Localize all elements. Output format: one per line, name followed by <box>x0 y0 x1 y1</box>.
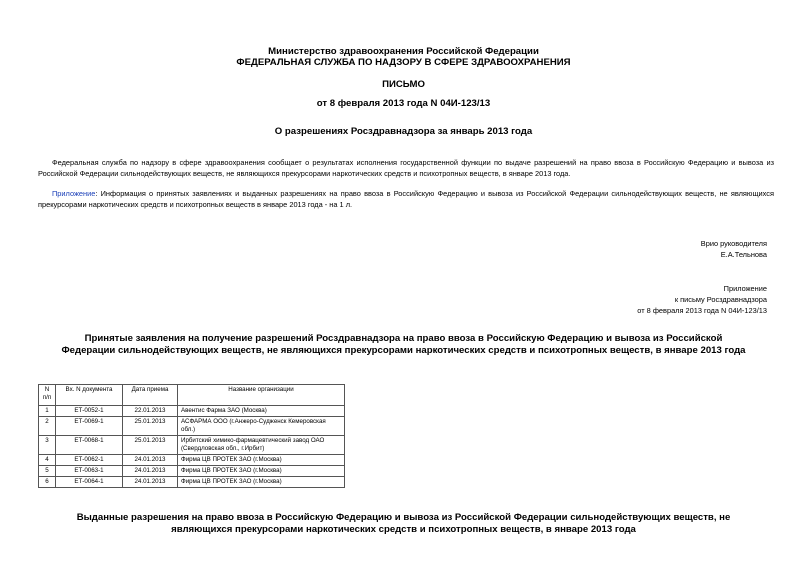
cell-doc-number: ЕТ-0069-1 <box>56 417 123 436</box>
table-row <box>39 477 345 488</box>
second-table-title: Выданные разрешения на право ввоза в Российскую Федерацию и вывоза из Российской Федерации сильнодействующих веществ, не являющихся прекурсорами наркотических средств и психотропных веществ, в январе 2013 года <box>76 512 731 535</box>
table-row <box>39 455 345 466</box>
subject-heading: О разрешениях Росздравнадзора за январь 2013 года <box>274 126 533 137</box>
table-row <box>39 466 345 477</box>
cell-number: 4 <box>39 455 56 466</box>
table-row <box>39 417 345 436</box>
signature-name: Е.А.Тельнова <box>720 250 767 259</box>
appendix-block <box>637 283 767 316</box>
table-header-row <box>39 385 345 406</box>
cell-number: 2 <box>39 417 56 436</box>
attachment-description: : Информация о принятых заявлениях и выданных разрешениях на право ввоза в Российскую Федерацию и вывоза из Российской Федерации сильнодействующих веществ, не являющихся прекурсорами наркотических средств и психотропных веществ в январе 2013 года - на 1 л. <box>38 189 774 209</box>
table-row <box>39 406 345 417</box>
cell-date: 25.01.2013 <box>123 436 178 455</box>
service-heading: ФЕДЕРАЛЬНАЯ СЛУЖБА ПО НАДЗОРУ В СФЕРЕ ЗДРАВООХРАНЕНИЯ <box>236 57 571 68</box>
cell-date: 22.01.2013 <box>123 406 178 417</box>
cell-doc-number: ЕТ-0052-1 <box>56 406 123 417</box>
cell-number: 6 <box>39 477 56 488</box>
table-row <box>39 436 345 455</box>
header-date: Дата приема <box>123 385 178 406</box>
appendix-line-2: к письму Росздравнадзора <box>674 295 767 304</box>
cell-organization: АСФАРМА ООО (г.Анжеро-Судженск Кемеровская обл.) <box>178 417 345 436</box>
cell-doc-number: ЕТ-0062-1 <box>56 455 123 466</box>
body-paragraph-2 <box>38 188 774 210</box>
attachment-link[interactable]: Приложение <box>52 189 96 198</box>
applications-table <box>38 384 345 488</box>
header-doc-number: Вх. N документа <box>56 385 123 406</box>
signature-position: Врио руководителя <box>700 239 767 248</box>
ministry-heading: Министерство здравоохранения Российской Федерации <box>268 46 539 57</box>
cell-organization: Фирма ЦВ ПРОТЕК ЗАО (г.Москва) <box>178 477 345 488</box>
header-number: N п/п <box>39 385 56 406</box>
cell-doc-number: ЕТ-0064-1 <box>56 477 123 488</box>
cell-organization: Фирма ЦВ ПРОТЕК ЗАО (г.Москва) <box>178 455 345 466</box>
cell-number: 3 <box>39 436 56 455</box>
table-title: Принятые заявления на получение разрешений Росздравнадзора на право ввоза в Российскую Федерацию и вывоза из Российской Федерации сильнодействующих веществ, не являющихся прекурсорами наркотических средств и психотропных веществ, в январе 2013 года <box>61 333 746 356</box>
cell-number: 1 <box>39 406 56 417</box>
cell-organization: Фирма ЦВ ПРОТЕК ЗАО (г.Москва) <box>178 466 345 477</box>
header-organization: Название организации <box>178 385 345 406</box>
appendix-line-1: Приложение <box>723 284 767 293</box>
doc-date-heading: от 8 февраля 2013 года N 04И-123/13 <box>316 98 491 109</box>
cell-organization: Ирбитский химико-фармацевтический завод ОАО (Свердловская обл., г.Ирбит) <box>178 436 345 455</box>
cell-date: 24.01.2013 <box>123 477 178 488</box>
cell-date: 25.01.2013 <box>123 417 178 436</box>
doc-type-heading: ПИСЬМО <box>382 79 425 90</box>
cell-date: 24.01.2013 <box>123 455 178 466</box>
signature-block <box>701 238 767 260</box>
cell-number: 5 <box>39 466 56 477</box>
cell-doc-number: ЕТ-0063-1 <box>56 466 123 477</box>
cell-doc-number: ЕТ-0068-1 <box>56 436 123 455</box>
cell-organization: Авентис Фарма ЗАО (Москва) <box>178 406 345 417</box>
body-paragraph-1: Федеральная служба по надзору в сфере здравоохранения сообщает о результатах исполнения государственной функции по выдаче разрешений на право ввоза в Российскую Федерацию и вывоза из Российской Федерации сильнодействующих веществ, не являющихся прекурсорами наркотических средств и психотропных веществ, в январе 2013 года. <box>38 158 774 178</box>
cell-date: 24.01.2013 <box>123 466 178 477</box>
appendix-line-3: от 8 февраля 2013 года N 04И-123/13 <box>637 306 767 315</box>
